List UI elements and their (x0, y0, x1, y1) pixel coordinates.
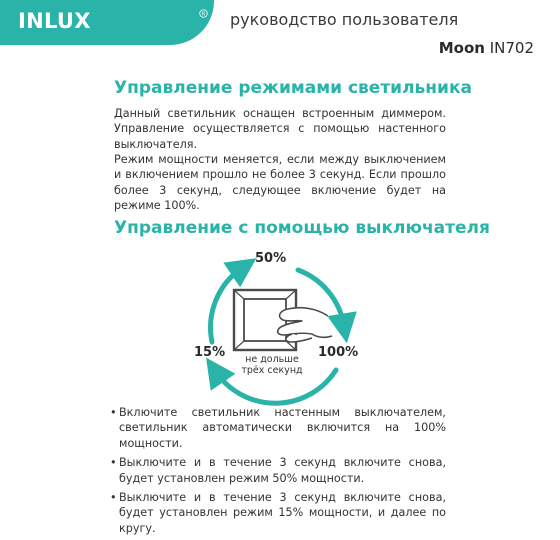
model-name: Moon (438, 39, 485, 57)
model-code: IN702 (489, 39, 534, 57)
intro-paragraph: Данный светильник оснащен встроенным диммером. Управление осуществляется с помощью настенного выключателя. (114, 107, 446, 151)
mode-change-paragraph: Режим мощности меняется, если между выключением и включением прошло не более 3 секунд. Если прошло более 3 секунд, следующее включение будет на режиме 100%. (114, 153, 446, 213)
section-title-switch: Управление с помощью выключателя (114, 218, 490, 238)
list-item: • Включите светильник настенным выключателем, светильник автоматически включится на 100% мощности. (110, 405, 446, 451)
mode-label-100: 100% (318, 345, 359, 360)
mode-label-15: 15% (194, 345, 226, 360)
mode-cycle-diagram (160, 246, 420, 406)
guide-title: руководство пользователя (230, 10, 459, 29)
brand-logo (0, 0, 214, 45)
section-title-modes: Управление режимами светильника (114, 78, 472, 98)
list-item: • Выключите и в течение 3 секунд включите снова, будет установлен режим 50% мощности. (110, 455, 446, 486)
model-label (439, 39, 534, 57)
timing-caption-line1: не дольше (245, 354, 299, 365)
registered-mark-icon (199, 9, 208, 18)
mode-label-50: 50% (255, 251, 287, 266)
list-item: • Выключите и в течение 3 секунд включите снова, будет установлен режим 15% мощности, и далее по кругу. (110, 490, 446, 536)
timing-caption (240, 354, 304, 376)
brand-name: INLUX (18, 9, 91, 33)
svg-text:R: R (201, 11, 206, 18)
timing-caption-line2: трёх секунд (241, 365, 303, 376)
instructions-list (110, 405, 446, 540)
